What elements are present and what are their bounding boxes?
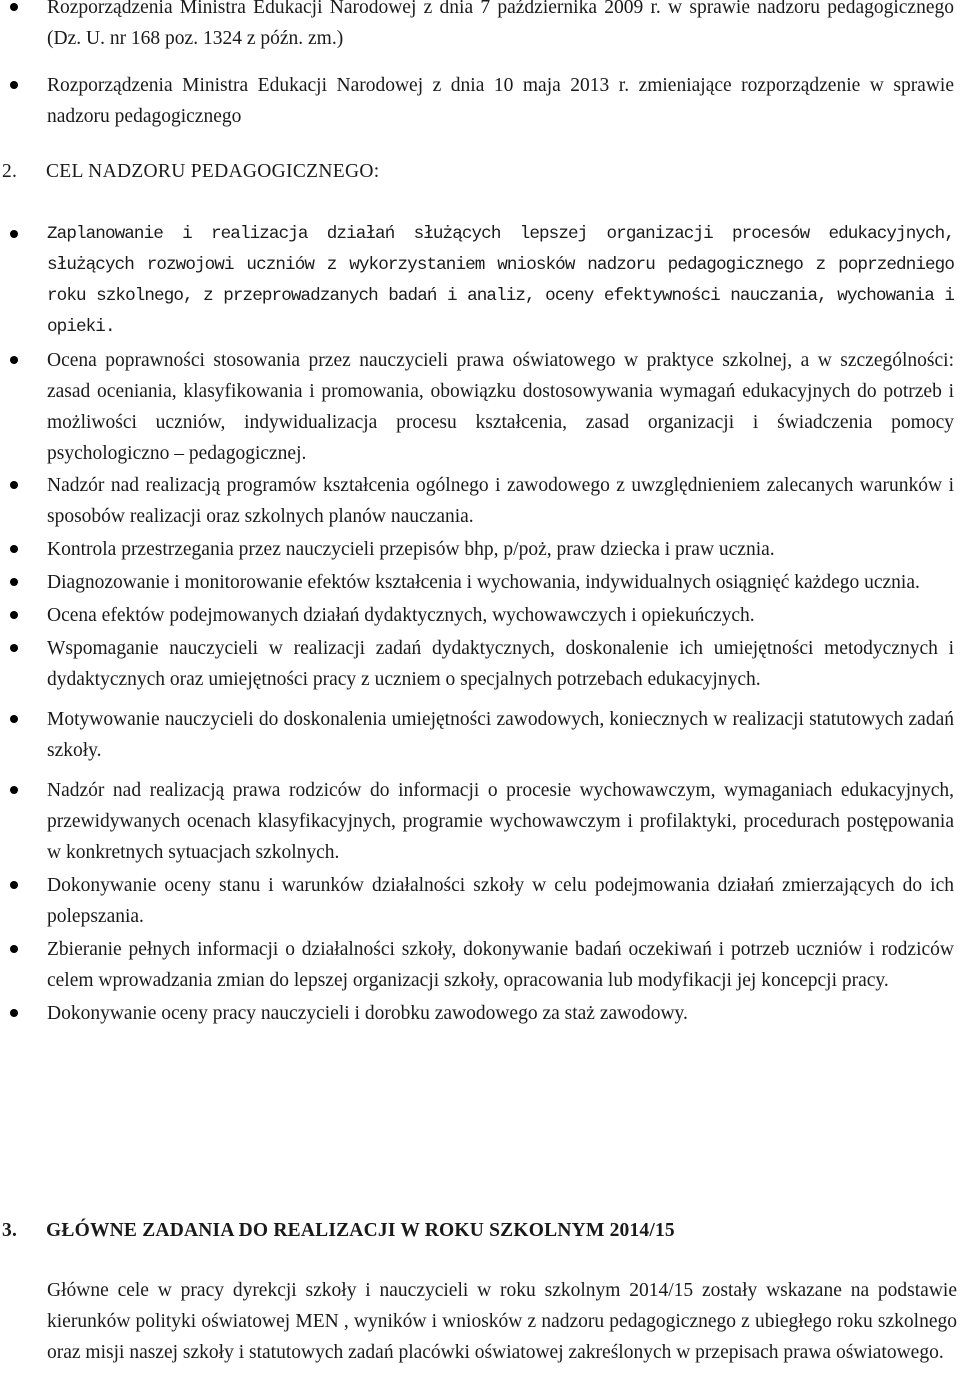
list-item (0, 934, 958, 996)
list-item-text: Diagnozowanie i monitorowanie efektów kształcenia i wychowania, indywidualnych osiągnięć każdego ucznia. (47, 572, 920, 593)
list-item-text: Ocena efektów podejmowanych działań dydaktycznych, wychowawczych i opiekuńczych. (47, 605, 755, 626)
list-item (0, 345, 958, 469)
legal-basis-list (0, 0, 958, 132)
list-item (0, 0, 958, 54)
list-item (0, 600, 958, 631)
bullet-icon (10, 356, 18, 364)
supervision-goals-list (0, 219, 958, 1029)
bullet-icon (10, 786, 18, 794)
list-item-text: Rozporządzenia Ministra Edukacji Narodowej z dnia 10 maja 2013 r. zmieniające rozporządzenie w sprawie nadzoru pedagogicznego (47, 75, 954, 127)
list-item (0, 870, 958, 932)
bullet-icon (10, 611, 18, 619)
list-item (0, 470, 958, 532)
bullet-icon (10, 545, 18, 553)
list-item-text: Rozporządzenia Ministra Edukacji Narodowej z dnia 7 października 2009 r. w sprawie nadzoru pedagogicznego (Dz. U. nr 168 poz. 1324 z późn. zm.) (47, 0, 954, 49)
section-paragraph: Główne cele w pracy dyrekcji szkoły i nauczycieli w roku szkolnym 2014/15 zostały wskazane na podstawie kierunków polityki oświatowej MEN , wyników i wniosków z nadzoru pedagogicznego z ubiegłego roku szkolnego oraz misji naszej szkoły i statutowych zadań placówki oświatowej zakreślonych w przepisach prawa oświatowego. (47, 1280, 957, 1363)
list-item-text: Kontrola przestrzegania przez nauczycieli przepisów bhp, p/poż, praw dziecka i praw ucznia. (47, 539, 775, 560)
list-item-text: Dokonywanie oceny pracy nauczycieli i dorobku zawodowego za staż zawodowy. (47, 1003, 688, 1024)
list-item-text: Ocena poprawności stosowania przez nauczycieli prawa oświatowego w praktyce szkolnej, a w szczególności: zasad oceniania, klasyfikowania i promowania, obowiązku dostosowywania wymagań edukacyjnych do potrzeb i możliwości uczniów, indywidualizacja procesu kształcenia, zasad organizacji i świadczenia pomocy psychologiczno – pedagogicznej. (47, 350, 954, 464)
bullet-icon (10, 1009, 18, 1017)
list-item (0, 633, 958, 695)
list-item (0, 567, 958, 598)
list-item (0, 998, 958, 1029)
list-item-text: Wspomaganie nauczycieli w realizacji zadań dydaktycznych, doskonalenie ich umiejętności metodycznych i dydaktycznych oraz umiejętności pracy z uczniem o specjalnych potrzebach edukacyjnych. (47, 638, 954, 690)
list-item (0, 534, 958, 565)
list-item-text: Motywowanie nauczycieli do doskonalenia umiejętności zawodowych, koniecznych w realizacji statutowych zadań szkoły. (47, 709, 954, 761)
section-number: 3. (2, 1220, 18, 1241)
section-number: 2. (2, 161, 18, 182)
list-item (0, 219, 958, 343)
section-heading (0, 1215, 958, 1246)
list-item (0, 70, 958, 132)
list-item-text: Zaplanowanie i realizacja działań służących lepszej organizacji procesów edukacyjnych, służących rozwojowi uczniów z wykorzystaniem wniosków nadzoru pedagogicznego z poprzedniego roku szkolnego, z przeprowadzanych badań i analiz, oceny efektywności nauczania, wychowania i opieki. (47, 224, 954, 337)
bullet-icon (10, 945, 18, 953)
bullet-icon (10, 881, 18, 889)
list-item (0, 775, 958, 868)
list-item-text: Nadzór nad realizacją programów kształcenia ogólnego i zawodowego z uwzględnieniem zalecanych warunków i sposobów realizacji oraz szkolnych planów nauczania. (47, 475, 954, 527)
list-item-text: Nadzór nad realizacją prawa rodziców do informacji o procesie wychowawczym, wymaganiach edukacyjnych, przewidywanych ocenach klasyfikacyjnych, programie wychowawczym i profilaktyki, procedurach postępowania w konkretnych sytuacjach szkolnych. (47, 780, 954, 863)
list-item (0, 704, 958, 766)
bullet-icon (10, 81, 18, 89)
bullet-icon (10, 715, 18, 723)
bullet-icon (10, 481, 18, 489)
section-title: CEL NADZORU PEDAGOGICZNEGO: (46, 161, 380, 182)
bullet-icon (10, 3, 18, 11)
bullet-icon (10, 578, 18, 586)
section-heading (0, 156, 958, 187)
bullet-icon (10, 644, 18, 652)
section-title: GŁÓWNE ZADANIA DO REALIZACJI W ROKU SZKOLNYM 2014/15 (46, 1220, 675, 1241)
bullet-icon (10, 230, 18, 238)
list-item-text: Zbieranie pełnych informacji o działalności szkoły, dokonywanie badań oczekiwań i potrzeb uczniów i rodziców celem wprowadzania zmian do lepszej organizacji szkoły, opracowania lub modyfikacji jej koncepcji pracy. (47, 939, 954, 991)
list-item-text: Dokonywanie oceny stanu i warunków działalności szkoły w celu podejmowania działań zmierzających do ich polepszania. (47, 875, 954, 927)
